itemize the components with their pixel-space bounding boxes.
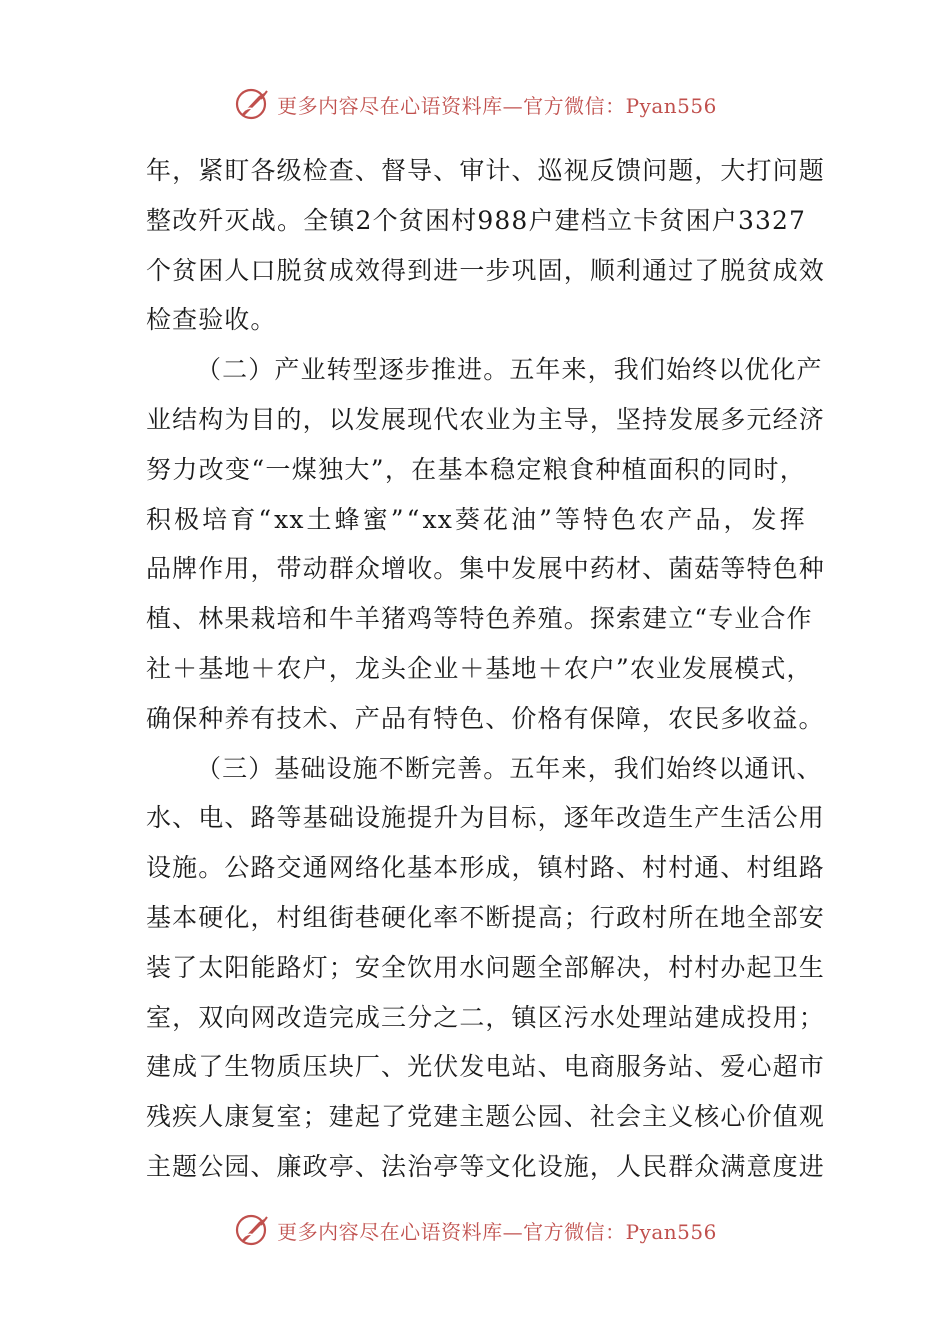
header-banner — [0, 82, 950, 126]
text-line: 植 、 林 果 栽 培 和 牛 羊 猪 鸡 等 特 色 养 殖 。 探 索 建 立 “ 专 业 合 作 — [146, 604, 813, 634]
footer-banner — [0, 1208, 950, 1252]
footer-banner-text: 更多内容尽在心语资料库—官方微信：Pyan556 — [277, 1219, 717, 1244]
text-line: 品 牌 作 用 ， 带 动 群 众 增 收 。 集 中 发 展 中 药 材 、 菌 菇 等 特 色 种 — [146, 554, 825, 584]
text-line: 装 了 太 阳 能 路 灯 ； 安 全 饮 用 水 问 题 全 部 解 决 ， 村 村 办 起 卫 生 — [146, 952, 825, 982]
section-heading-line: （ 三 ） 基 础 设 施 不 断 完 善 。 五 年 来 ， 我 们 始 终 以 通 讯 、 — [196, 753, 823, 783]
text-line: 主 题 公 园 、 廉 政 亭 、 法 治 亭 等 文 化 设 施 ， 人 民 群 众 满 意 度 进 — [146, 1151, 825, 1181]
pen-logo-icon — [233, 1210, 273, 1250]
text-line: 残 疾 人 康 复 室 ； 建 起 了 党 建 主 题 公 园 、 社 会 主 义 核 心 价 值 观 — [146, 1102, 825, 1132]
text-line: 业 结 构 为 目 的 ， 以 发 展 现 代 农 业 为 主 导 ， 坚 持 发 展 多 元 经 济 — [146, 404, 825, 434]
text-line: 个 贫 困 人 口 脱 贫 成 效 得 到 进 一 步 巩 固 ， 顺 利 通 过 了 脱 贫 成 效 — [146, 255, 825, 285]
text-line: 社 ＋ 基 地 ＋ 农 户 ， 龙 头 企 业 ＋ 基 地 ＋ 农 户 ” 农 业 发 展 模 式 ， — [146, 653, 813, 683]
text-line: 基 本 硬 化 ， 村 组 街 巷 硬 化 率 不 断 提 高 ； 行 政 村 所 在 地 全 部 安 — [146, 902, 825, 932]
text-line: 积 极 培 育 “ xx 土 蜂 蜜 ” “ xx 葵 花 油 ” 等 特 色 农 产 品 ， 发 挥 — [146, 504, 806, 534]
text-line: 室 ， 双 向 网 改 造 完 成 三 分 之 二 ， 镇 区 污 水 处 理 站 建 成 投 用 ； — [146, 1002, 825, 1032]
text-line: 年 ， 紧 盯 各 级 检 查 、 督 导 、 审 计 、 巡 视 反 馈 问 题 ， 大 打 问 题 — [146, 156, 825, 185]
text-line: 确保种养有技术、产品有特色、价格有保障，农民多收益。 — [146, 703, 825, 733]
text-line: 建 成 了 生 物 质 压 块 厂 、 光 伏 发 电 站 、 电 商 服 务 站 、 爱 心 超 市 — [146, 1052, 825, 1082]
text-line: 设 施 。 公 路 交 通 网 络 化 基 本 形 成 ， 镇 村 路 、 村 村 通 、 村 组 路 — [146, 853, 825, 883]
pen-logo-icon — [233, 84, 273, 124]
document-body — [146, 146, 825, 1192]
text-line: 整 改 歼 灭 战 。 全 镇 2 个 贫 困 村 988 户 建 档 立 卡 贫 困 户 3327 — [146, 205, 806, 235]
text-line: 努 力 改 变 “ 一 煤 独 大 ” ， 在 基 本 稳 定 粮 食 种 植 面 积 的 同 时 ， — [146, 454, 806, 484]
section-heading-line: （ 二 ） 产 业 转 型 逐 步 推 进 。 五 年 来 ， 我 们 始 终 以 优 化 产 — [196, 355, 823, 385]
text-line: 检查验收。 — [146, 305, 277, 335]
text-line: 水 、 电 、 路 等 基 础 设 施 提 升 为 目 标 ， 逐 年 改 造 生 产 生 活 公 用 — [146, 803, 825, 833]
header-banner-text: 更多内容尽在心语资料库—官方微信：Pyan556 — [277, 93, 717, 118]
